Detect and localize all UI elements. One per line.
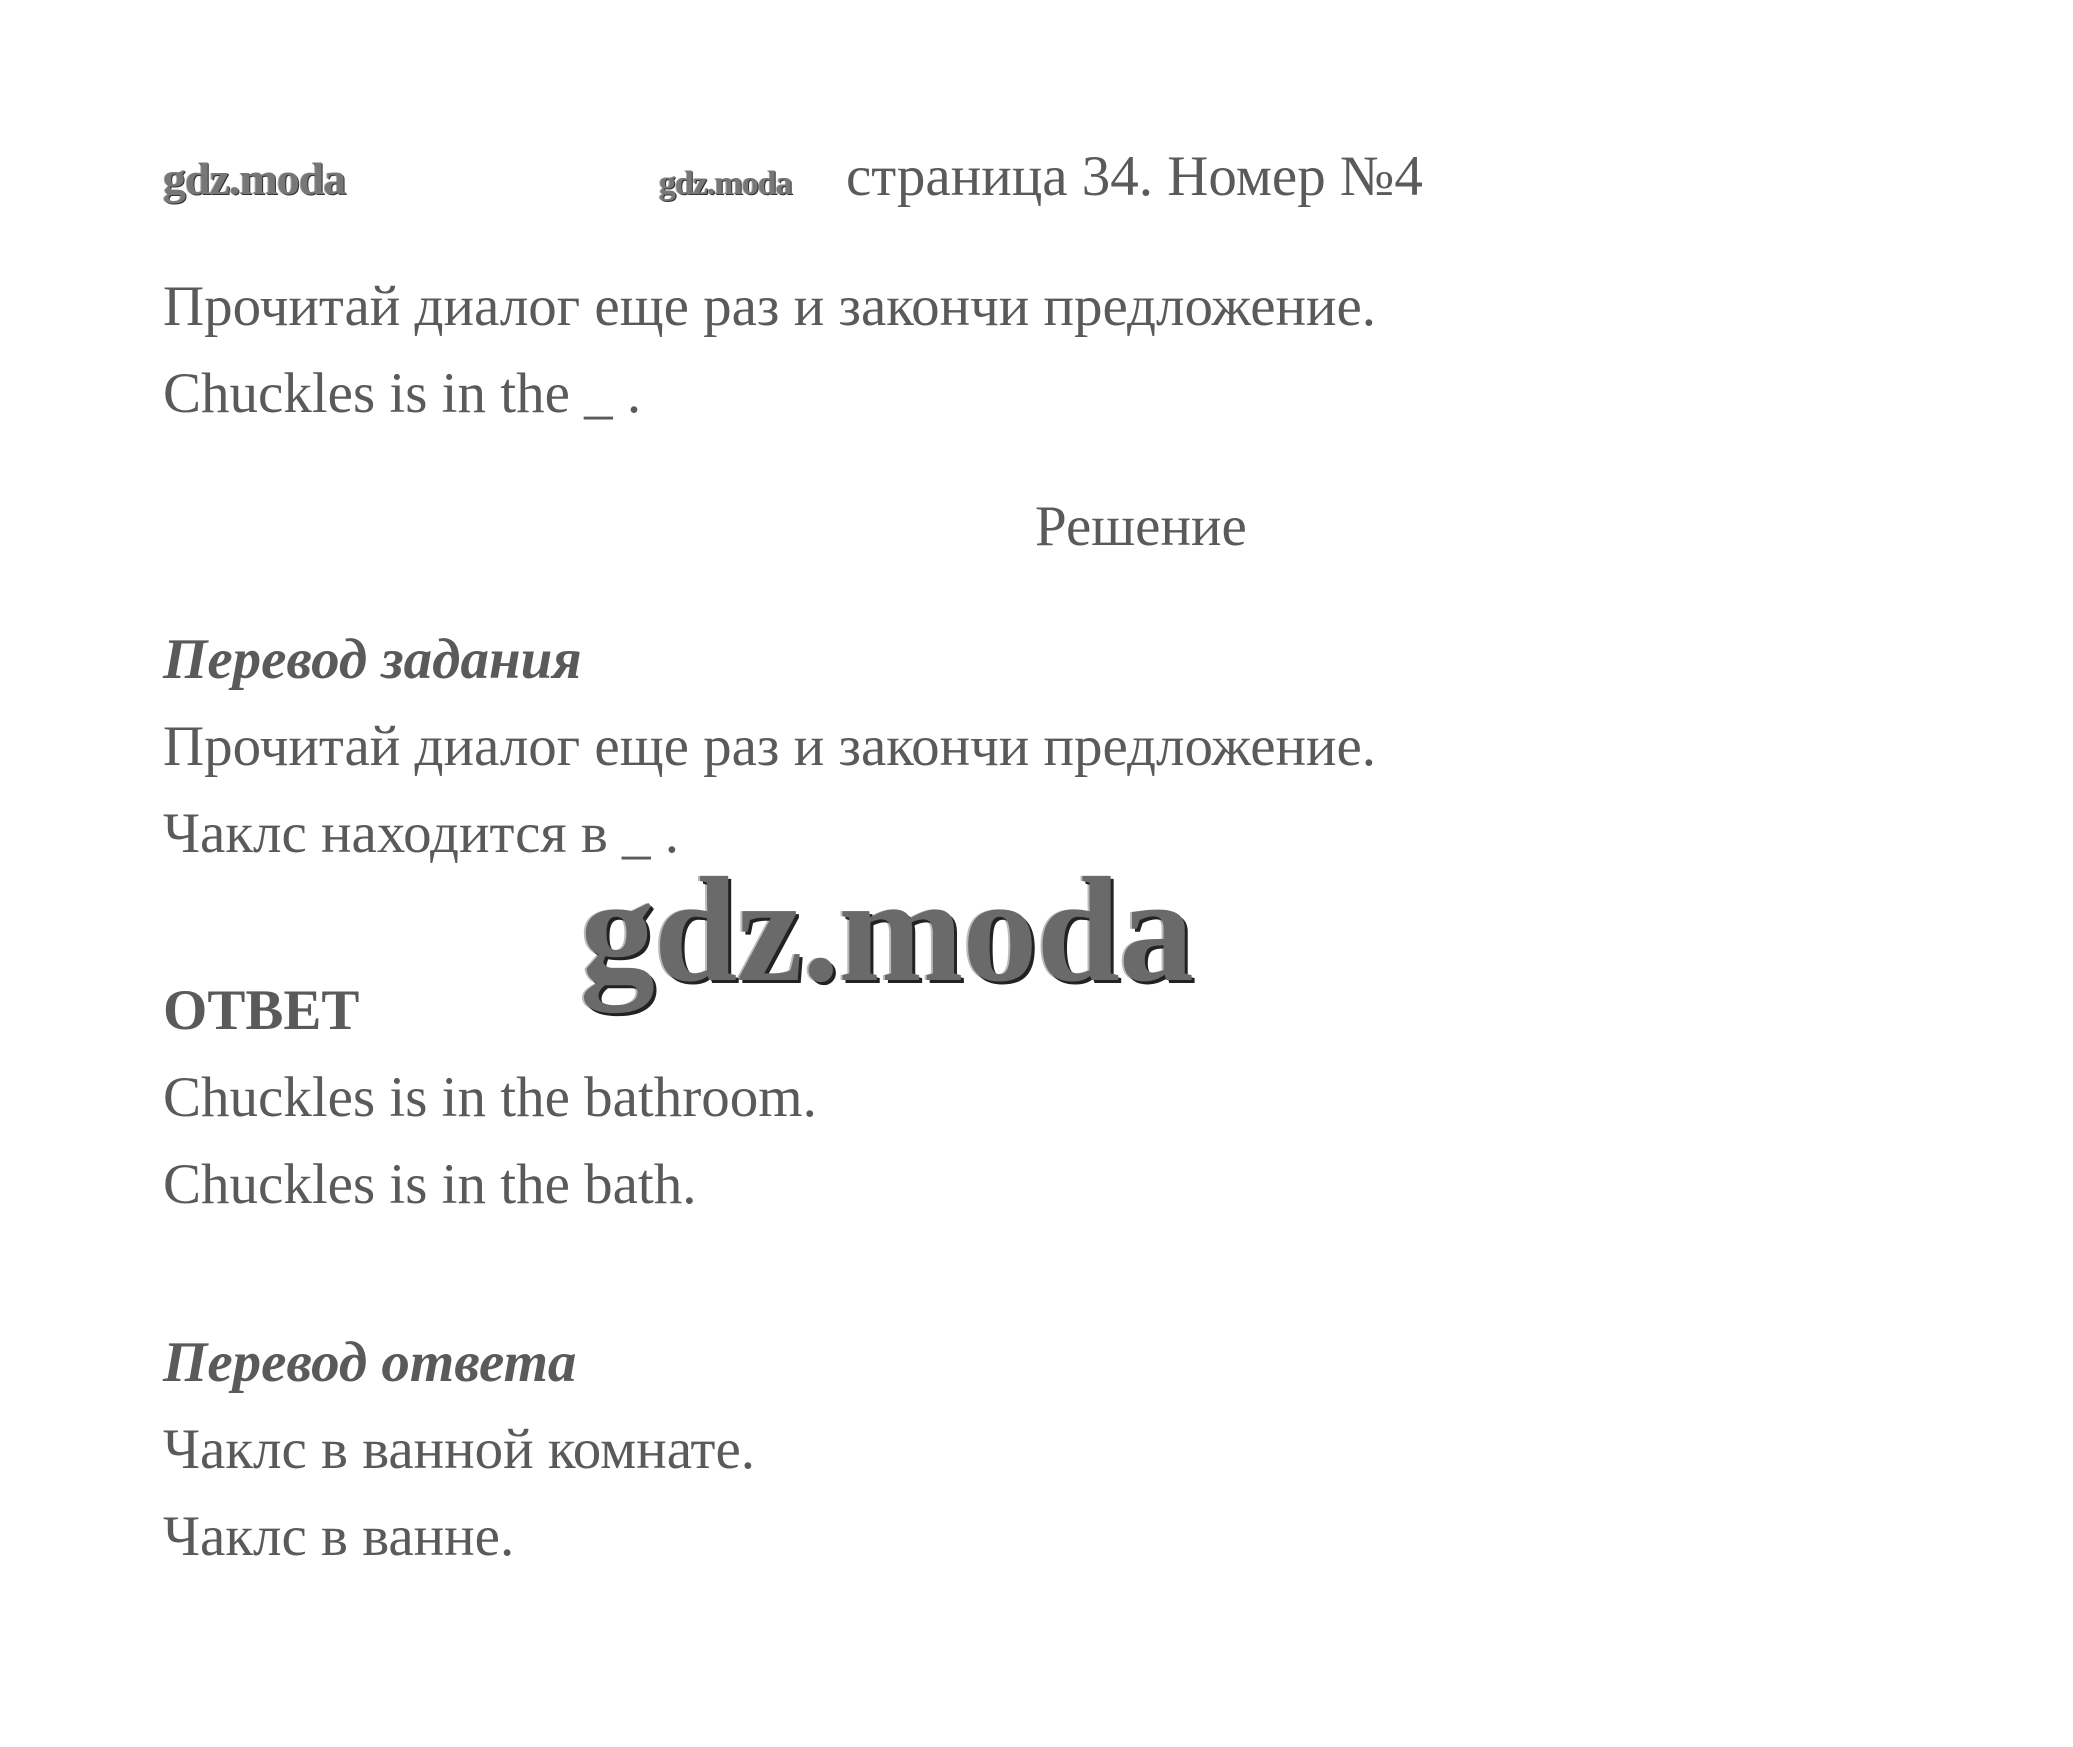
site-logo: gdz.moda — [163, 153, 346, 204]
answer-translation-line: Чаклс в ванне. — [163, 1505, 515, 1568]
task-translation-line: Чаклс находится в _ . — [163, 802, 680, 865]
answer-translation-heading: Перевод ответа — [163, 1331, 577, 1394]
page-title: страница 34. Номер №4 — [846, 145, 1423, 208]
answer-line: Chuckles is in the bathroom. — [163, 1066, 817, 1129]
site-logo-small: gdz.moda — [659, 165, 792, 202]
solution-heading: Решение — [1035, 495, 1247, 558]
answer-heading: ОТВЕТ — [163, 979, 360, 1042]
answer-line: Chuckles is in the bath. — [163, 1153, 697, 1216]
task-translation-line: Прочитай диалог еще раз и закончи предложение. — [163, 715, 1377, 778]
watermark-logo: gdz.moda — [580, 847, 1193, 1013]
task-sentence: Chuckles is in the _ . — [163, 362, 642, 425]
task-instruction: Прочитай диалог еще раз и закончи предложение. — [163, 275, 1377, 338]
task-translation-heading: Перевод задания — [163, 628, 582, 691]
answer-translation-line: Чаклс в ванной комнате. — [163, 1418, 755, 1481]
